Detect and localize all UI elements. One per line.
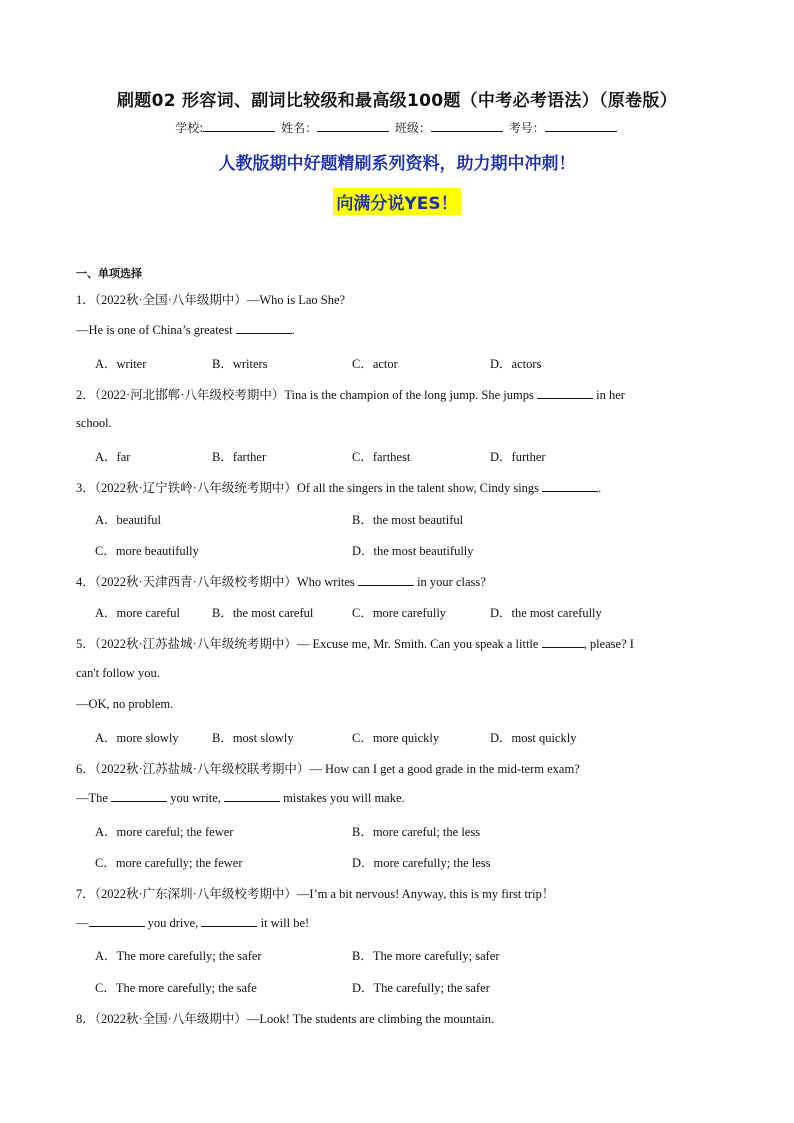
question-6-option-d[interactable]: D．more carefully; the less [352, 856, 491, 870]
answer-blank [224, 790, 280, 802]
question-3-stem [76, 478, 601, 496]
answer-blank [358, 574, 414, 586]
question-4-option-a[interactable]: A．more careful [95, 606, 181, 620]
question-4-option-b[interactable]: B．the most careful [212, 606, 314, 620]
question-1-line-pre: —He is one of China’s greatest [76, 323, 236, 337]
question-1-stem: 1．（2022秋·全国·八年级期中）—Who is Lao She? [76, 293, 346, 307]
question-6-option-a[interactable]: A．more careful; the fewer [95, 825, 234, 839]
question-3-option-d[interactable]: D．the most beautifully [352, 544, 474, 558]
answer-blank [111, 790, 167, 802]
question-6-line-pre: —The [76, 791, 112, 805]
question-4-stem-pre: 4．（2022秋·天津西青·八年级校考期中）Who writes [76, 575, 358, 589]
question-4-stem-post: in your class? [413, 575, 486, 589]
question-7-stem: 7．（2022秋·广东深圳·八年级校考期中）—I’m a bit nervous! Anyway, this is my first trip！ [76, 887, 555, 901]
question-7-option-b[interactable]: B．The more carefully; safer [352, 949, 500, 963]
question-4-stem [76, 572, 486, 590]
question-1-option-b[interactable]: B．writers [212, 357, 268, 371]
question-2-stem [76, 385, 625, 403]
answer-blank [542, 636, 584, 648]
answer-blank [542, 480, 598, 492]
question-7-line [76, 915, 309, 931]
question-1-option-d[interactable]: D．actors [490, 357, 542, 371]
question-7-line-post: it will be! [257, 916, 310, 930]
slogan-wrap [0, 188, 794, 215]
question-7-option-a[interactable]: A．The more carefully; the safer [95, 949, 262, 963]
exam-number-label: 考号： [508, 121, 545, 135]
question-5-stem-pre: 5．（2022秋·江苏盐城·八年级统考期中）— Excuse me, Mr. Smith. Can you speak a little [76, 637, 542, 651]
exam-number-blank[interactable] [545, 119, 617, 132]
section-title: 一、单项选择 [76, 267, 142, 280]
student-info-line [0, 119, 794, 136]
question-1-line-post: . [291, 323, 295, 337]
question-8-stem: 8．（2022秋·全国·八年级期中）—Look! The students are climbing the mountain. [76, 1012, 495, 1026]
promo-text: 人教版期中好题精刷系列资料，助力期中冲刺！ [218, 154, 576, 174]
answer-blank [537, 387, 593, 399]
name-blank[interactable] [317, 119, 389, 132]
question-2-stem-pre: 2．（2022·河北邯郸·八年级校考期中）Tina is the champion of the long jump. She jumps [76, 388, 537, 402]
question-5-stem-post: , please? I [583, 637, 634, 651]
question-2-option-c[interactable]: C．farthest [352, 450, 411, 464]
question-6-option-b[interactable]: B．more careful; the less [352, 825, 481, 839]
question-6-line-mid: you write, [167, 791, 224, 805]
question-7-line-pre: — [76, 916, 89, 930]
question-1-line [76, 322, 295, 338]
question-5-option-b[interactable]: B．most slowly [212, 731, 294, 745]
question-7-option-d[interactable]: D．The carefully; the safer [352, 981, 490, 995]
answer-blank [89, 915, 145, 927]
question-3-stem-post: . [598, 481, 602, 495]
answer-blank [236, 322, 292, 334]
answer-blank [201, 915, 257, 927]
question-5-stem [76, 634, 634, 652]
question-2-option-b[interactable]: B．farther [212, 450, 267, 464]
school-label: 学校: [175, 121, 204, 135]
question-4-option-d[interactable]: D．the most carefully [490, 606, 602, 620]
question-1-option-c[interactable]: C．actor [352, 357, 398, 371]
question-4-option-c[interactable]: C．more carefully [352, 606, 447, 620]
question-5-option-d[interactable]: D．most quickly [490, 731, 577, 745]
question-5-stem-cont: can't follow you. [76, 666, 160, 680]
question-5-option-c[interactable]: C．more quickly [352, 731, 440, 745]
question-3-stem-pre: 3．（2022秋·辽宁铁岭·八年级统考期中）Of all the singers in the talent show, Cindy sings [76, 481, 543, 495]
question-6-line-post: mistakes you will make. [280, 791, 405, 805]
name-label: 姓名： [281, 121, 318, 135]
question-7-line-mid: you drive, [144, 916, 202, 930]
question-2-stem-post: in her [592, 388, 625, 402]
class-label: 班级： [394, 121, 431, 135]
question-2-option-d[interactable]: D．further [490, 450, 546, 464]
question-3-option-a[interactable]: A．beautiful [95, 513, 161, 527]
question-5-option-a[interactable]: A．more slowly [95, 731, 179, 745]
question-3-option-b[interactable]: B．the most beautiful [352, 513, 464, 527]
class-blank[interactable] [431, 119, 503, 132]
question-3-option-c[interactable]: C．more beautifully [95, 544, 199, 558]
question-2-stem-cont: school. [76, 416, 112, 430]
school-blank[interactable] [203, 119, 275, 132]
document-title: 刷题02 形容词、副词比较级和最高级100题（中考必考语法）（原卷版） [116, 91, 678, 111]
question-1-option-a[interactable]: A．writer [95, 357, 147, 371]
question-7-option-c[interactable]: C．The more carefully; the safe [95, 981, 257, 995]
question-6-option-c[interactable]: C．more carefully; the fewer [95, 856, 243, 870]
question-5-reply: —OK, no problem. [76, 697, 174, 711]
question-2-option-a[interactable]: A．far [95, 450, 131, 464]
question-6-stem: 6．（2022秋·江苏盐城·八年级校联考期中）— How can I get a good grade in the mid-term exam? [76, 762, 580, 776]
slogan-text: 向满分说YES！ [333, 188, 460, 215]
question-6-line [76, 790, 405, 806]
